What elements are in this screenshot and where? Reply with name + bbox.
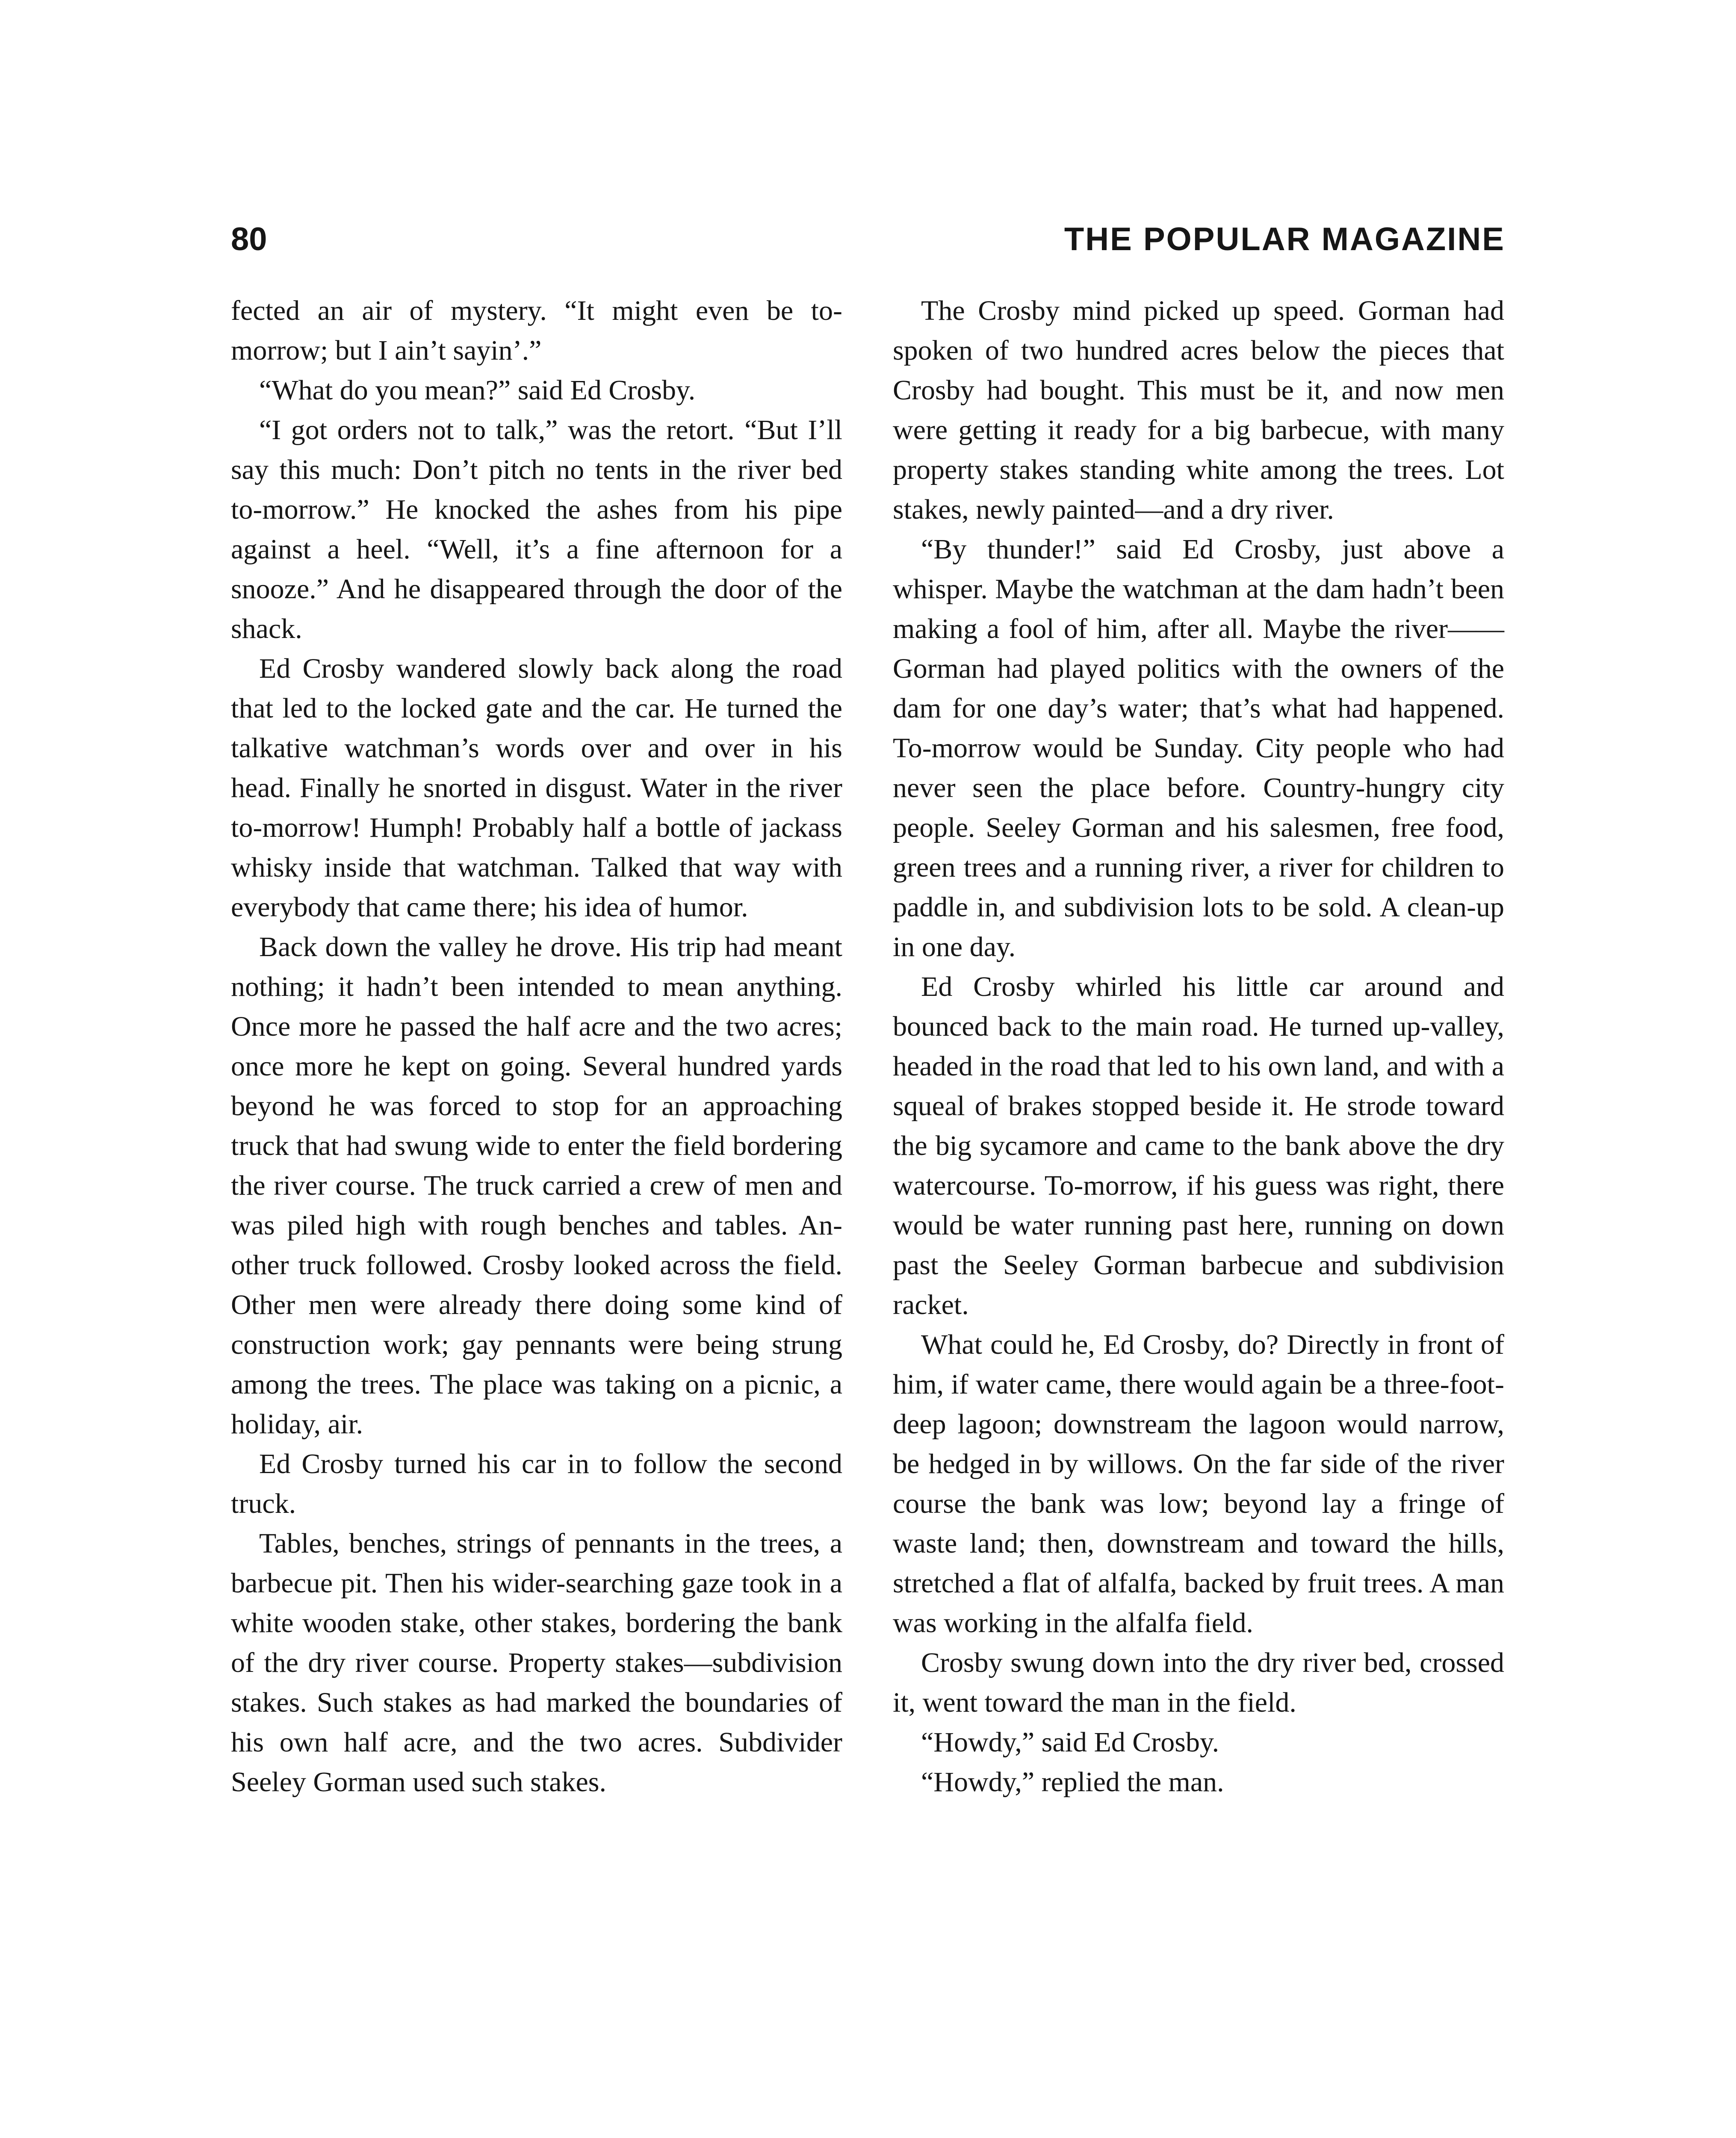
paragraph: “By thunder!” said Ed Crosby, just above a whisper. Maybe the watchman at the dam hadn’t been making a fool of him, after all. Maybe the river—— Gorman had played politics with the owners of the dam for one day’s water; that’s what had happened. To-morrow would be Sunday. City people who had never seen the place before. Country-hungry city people. Seeley Gorman and his salesmen, free food, green trees and a running river, a river for children to paddle in, and subdivision lots to be sold. A clean-up in one day. — [893, 534, 1504, 963]
paragraph: fected an air of mystery. “It might even be to-morrow; but I ain’t sayin’.” — [231, 295, 842, 366]
paragraph: Back down the valley he drove. His trip had meant nothing; it hadn’t been intended to mean anything. Once more he passed the half acre and the two acres; once more he kept on going. Several hundred yards beyond he was forced to stop for an approaching truck that had swung wide to enter the field bordering the river course. The truck carried a crew of men and was piled high with rough benches and tables. Another truck followed. Crosby looked across the field. Other men were already there doing some kind of construction work; gay pennants were being strung among the trees. The place was taking on a picnic, a holiday, air. — [231, 931, 842, 1440]
paragraph: “Howdy,” replied the man. — [921, 1766, 1224, 1798]
paragraph: “Howdy,” said Ed Crosby. — [921, 1727, 1219, 1758]
running-head: THE POPULAR MAGAZINE — [1064, 221, 1505, 257]
paragraph: “I got orders not to talk,” was the retort. “But I’ll say this much: Don’t pitch no tents in the river bed to-morrow.” He knocked the ashes from his pipe against a heel. “Well, it’s a fine afternoon for a snooze.” And he disappeared through the door of the shack. — [231, 414, 842, 644]
paragraph: What could he, Ed Crosby, do? Directly in front of him, if water came, there would again be a three-foot-deep lagoon; downstream the lagoon would narrow, be hedged in by willows. On the far side of the river course the bank was low; beyond lay a fringe of waste land; then, downstream and toward the hills, stretched a flat of alfalfa, backed by fruit trees. A man was working in the alfalfa field. — [893, 1329, 1504, 1639]
paragraph: Ed Crosby whirled his little car around and bounced back to the main road. He turned up-valley, headed in the road that led to his own land, and with a squeal of brakes stopped beside it. He strode toward the big sycamore and came to the bank above the dry watercourse. To-morrow, if his guess was right, there would be water running past here, running on down past the Seeley Gorman barbecue and subdivision racket. — [893, 971, 1504, 1320]
paragraph: “What do you mean?” said Ed Crosby. — [259, 375, 696, 406]
left-column — [231, 291, 842, 1802]
right-column — [893, 291, 1504, 1802]
paragraph: Tables, benches, strings of pennants in the trees, a barbecue pit. Then his wider-searching gaze took in a white wooden stake, other stakes, bordering the bank of the dry river course. Property stakes—subdivision stakes. Such stakes as had marked the boundaries of his own half acre, and the two acres. Subdivider Seeley Gorman used such stakes. — [231, 1528, 842, 1798]
paragraph: Ed Crosby turned his car in to follow the second truck. — [231, 1448, 842, 1519]
page-header — [231, 214, 1505, 269]
paragraph: Crosby swung down into the dry river bed, crossed it, went toward the man in the field. — [893, 1647, 1504, 1718]
page-number: 80 — [231, 221, 267, 257]
paragraph: Ed Crosby wandered slowly back along the road that led to the locked gate and the car. He turned the talkative watchman’s words over and over in his head. Finally he snorted in disgust. Water in the river to-morrow! Humph! Probably half a bottle of jackass whisky inside that watchman. Talked that way with everybody that came there; his idea of humor. — [231, 653, 842, 923]
paragraph: The Crosby mind picked up speed. Gorman had spoken of two hundred acres below the pieces that Crosby had bought. This must be it, and now men were getting it ready for a big barbecue, with many property stakes standing white among the trees. Lot stakes, newly painted—and a dry river. — [893, 295, 1504, 525]
